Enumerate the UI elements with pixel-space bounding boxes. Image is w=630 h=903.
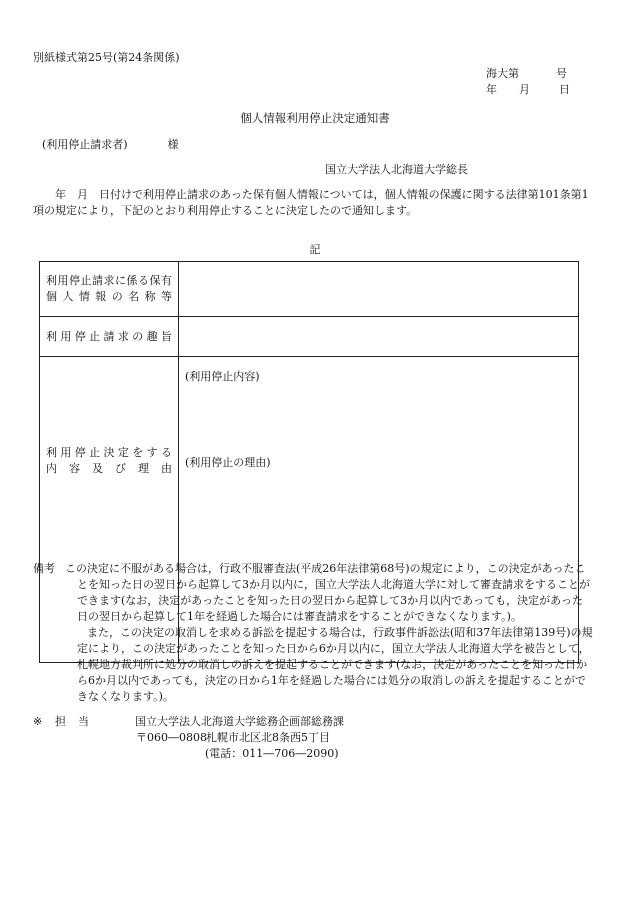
date-day: 日: [559, 83, 570, 96]
ki-heading: 記: [309, 243, 321, 256]
address-text: 札幌市北区北8条西5丁目: [206, 731, 330, 744]
row3-label-line1: 利用停止決定をする: [46, 446, 172, 459]
contact-address: [136, 730, 330, 746]
issuer-name: 国立大学法人北海道大学総長: [325, 163, 468, 176]
contact-phone: (電話：011―706―2090): [205, 747, 339, 760]
table-row: [40, 262, 579, 317]
note-mark: ※: [33, 715, 43, 728]
postal-code: 〒060―0808: [136, 731, 207, 744]
requester-line: [42, 137, 179, 153]
date-month: 月: [519, 83, 530, 96]
row3-label-line2: 内容及び理由: [46, 461, 172, 475]
row1-label-text: 利用停止請求に係る保有個人情報の名称等: [46, 274, 172, 303]
contact-line: [33, 714, 344, 730]
doc-no-prefix: 海大第: [486, 67, 519, 80]
date-year: 年: [486, 83, 497, 96]
doc-no-suffix: 号: [556, 67, 567, 80]
document-number: [486, 66, 567, 82]
requester-honorific: 様: [167, 138, 179, 151]
document-date: [486, 82, 570, 98]
contact-role: 担当: [55, 715, 101, 728]
row2-value: [179, 317, 579, 357]
row2-label-text: 利用停止請求の趣旨: [46, 329, 172, 343]
remarks-paragraph-2: また，この決定の取消しを求める訴訟を提起する場合は，行政事件訴訟法(昭和37年法律第139号)の規定により，この決定があったことを知った日から6か月以内に，国立大学法人北海道大学を被告として，札幌地方裁判所に処分の取消しの訴えを提起することができます(なお，決定があったことを知った日から6か月以内であっても，決定の日から1年を経過した場合には処分の取消しの訴えを提起することができなくなります。)。: [77, 625, 593, 703]
remarks-head: 備考: [33, 562, 55, 575]
row2-label: [40, 317, 179, 357]
page-title: 個人情報利用停止決定通知書: [240, 111, 390, 125]
sub-content-label: (利用停止内容): [185, 370, 260, 383]
contact-dept: 国立大学法人北海道大学総務企画部総務課: [135, 715, 344, 728]
notice-body: 年 月 日付けで利用停止請求のあった保有個人情報については，個人情報の保護に関する法律第101条第1項の規定により，下記のとおり利用停止することに決定したので通知します。: [33, 188, 589, 217]
sub-reason-label: (利用停止の理由): [185, 455, 271, 469]
row1-label: [40, 262, 179, 317]
form-reference: 別紙様式第25号(第24条関係): [33, 51, 180, 64]
row1-value: [179, 262, 579, 317]
remarks: [33, 561, 593, 704]
remarks-paragraph-1: この決定に不服がある場合は，行政不服審査法(平成26年法律第68号)の規定により，この決定があったことを知った日の翌日から起算して3か月以内に，国立大学法人北海道大学に対して審査請求をすることができます(なお，決定があったことを知った日の翌日から起算して3か月以内であっても，決定があった日の翌日から起算して1年を経過した場合には審査請求をすることができなくなります。)。: [65, 562, 590, 623]
table-row: [40, 317, 579, 357]
requester-label: (利用停止請求者): [42, 138, 128, 151]
